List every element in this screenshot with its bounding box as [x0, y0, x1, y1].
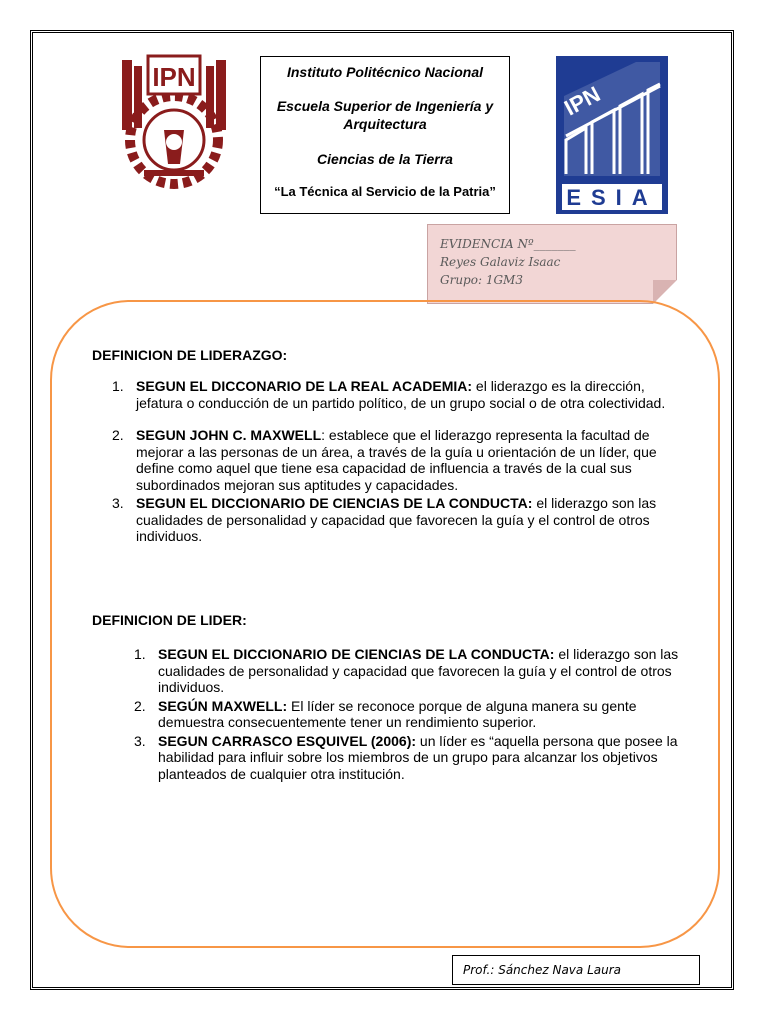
esia-logo-esia-text: ESIA: [566, 185, 658, 210]
item-source: SEGUN EL DICCIONARIO DE CIENCIAS DE LA CONDUCTA:: [136, 495, 533, 511]
esia-logo-ipn-text: IPN: [560, 81, 605, 121]
ipn-logo: [104, 52, 244, 192]
item-number: 3.: [134, 732, 146, 749]
item-number: 3.: [112, 495, 124, 511]
list-item: [112, 378, 684, 411]
item-source: SEGUN JOHN C. MAXWELL: [136, 427, 322, 443]
item-text: El líder se reconoce porque de alguna manera su gente demuestra consecuentemente tener un rendimiento superior.: [158, 697, 637, 730]
list-item: [134, 733, 684, 783]
item-text: el liderazgo es la dirección, jefatura o conducción de un partido político, de un grupo social o de otra colectividad.: [136, 378, 666, 411]
institution-name: Instituto Politécnico Nacional: [286, 64, 484, 80]
group-label: Grupo: 1GM3: [440, 273, 523, 287]
note-fold: [653, 280, 677, 304]
department-name: Ciencias de la Tierra: [317, 151, 453, 167]
motto: “La Técnica al Servicio de la Patria”: [274, 184, 496, 199]
item-number: 2.: [112, 427, 124, 443]
list-item: [134, 646, 684, 696]
header-box: [260, 56, 510, 214]
student-name: Reyes Galaviz Isaac: [440, 255, 561, 269]
list-item: [134, 698, 684, 731]
list-item: [112, 427, 684, 493]
professor-box: Prof.: Sánchez Nava Laura: [452, 955, 700, 985]
item-number: 2.: [134, 697, 146, 714]
item-source: SEGÚN MAXWELL:: [158, 697, 288, 714]
item-source: SEGUN EL DICCONARIO DE LA REAL ACADEMIA:: [136, 378, 473, 394]
item-source: SEGUN EL DICCIONARIO DE CIENCIAS DE LA CONDUCTA:: [158, 646, 555, 662]
item-text: un líder es “aquella persona que posee la habilidad para influir sobre los miembros de un grupo para alcanzar los objetivos planteados de cualquier otra institución.: [158, 732, 678, 782]
item-source: SEGUN CARRASCO ESQUIVEL (2006):: [158, 732, 417, 749]
item-text: : establece que el liderazgo representa la facultad de mejorar a las personas de un área, a través de la guía u orientación de un líder, que define como aquel que tiene esa capacidad de influencia a través de la cual sus subordinados mejoran sus aptitudes y capacidades.: [136, 427, 657, 493]
evidence-note: [427, 224, 677, 304]
item-number: 1.: [112, 378, 124, 394]
item-text: el liderazgo son las cualidades de personalidad y capacidad que favorecen la guía y el control de otros individuos.: [136, 495, 657, 544]
section-title-liderazgo: DEFINICION DE LIDERAZGO:: [92, 347, 288, 363]
item-text: el liderazgo son las cualidades de personalidad y capacidad que favorecen la guía y el control de otros individuos.: [158, 646, 679, 695]
liderazgo-list: [112, 378, 684, 545]
school-name: Escuela Superior de Ingeniería y Arquitectura: [276, 98, 494, 132]
ipn-logo-text: IPN: [152, 62, 196, 92]
evidence-number: EVIDENCIA Nº_______: [440, 237, 576, 251]
esia-logo: [556, 56, 668, 214]
item-number: 1.: [134, 646, 146, 662]
lider-list: [134, 646, 684, 782]
list-item: [112, 495, 684, 545]
section-title-lider: DEFINICION DE LIDER:: [92, 612, 247, 628]
